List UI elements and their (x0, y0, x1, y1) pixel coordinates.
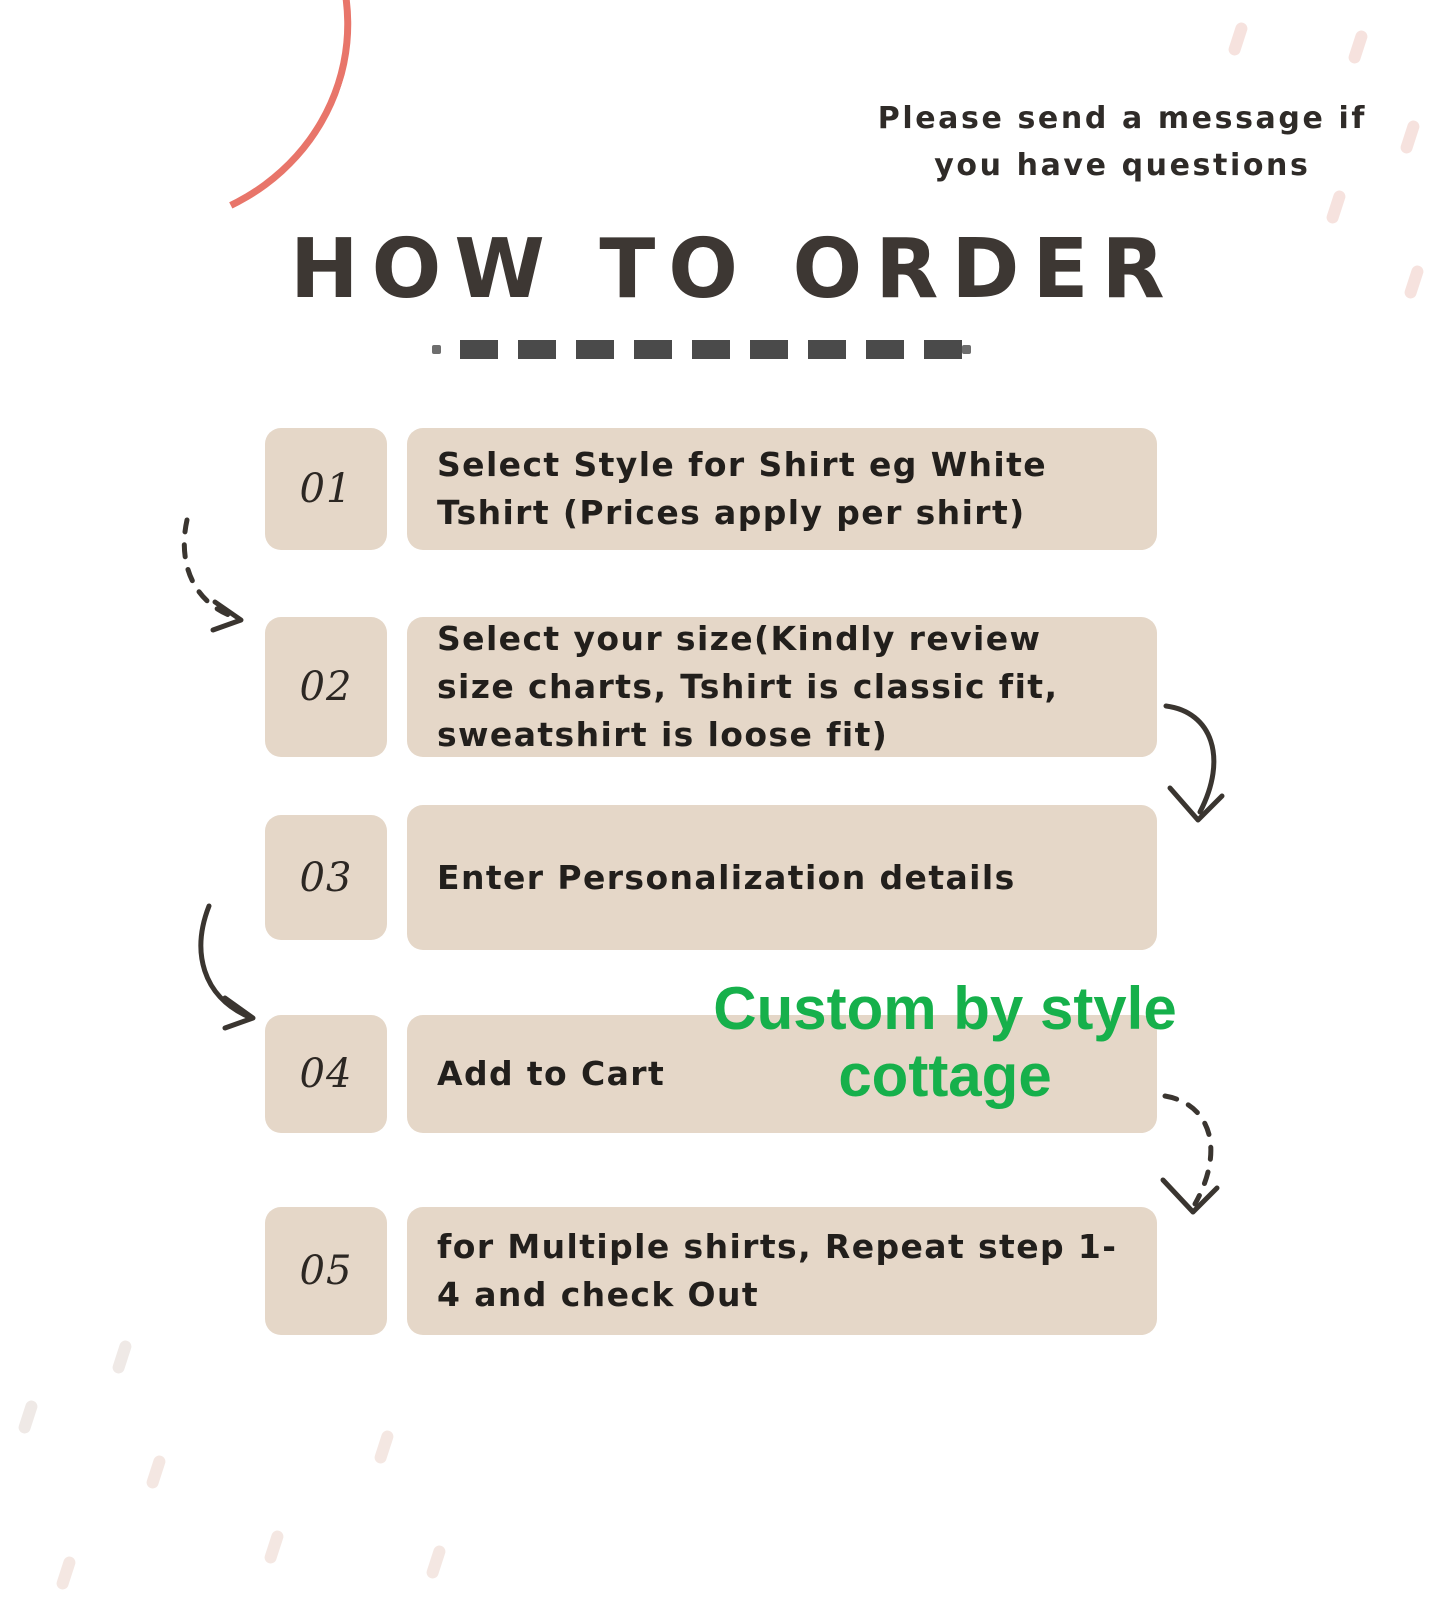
step-text: Add to Cart (407, 1015, 1157, 1133)
watermark-line-2: cottage (838, 1042, 1052, 1110)
decor-dash (55, 1555, 77, 1591)
decor-dash (425, 1544, 447, 1580)
watermark (660, 975, 1230, 1109)
step-item-03[interactable] (265, 815, 1157, 950)
decor-dash (17, 1399, 39, 1435)
decor-dash (373, 1429, 395, 1465)
decor-dash (263, 1529, 285, 1565)
decor-dash (145, 1454, 167, 1490)
decor-dash (1325, 189, 1347, 225)
decor-dash (1227, 21, 1249, 57)
decor-dash (1403, 264, 1425, 300)
step-number: 04 (265, 1015, 387, 1133)
step-text: for Multiple shirts, Repeat step 1-4 and check Out (407, 1207, 1157, 1335)
step-number: 02 (265, 617, 387, 757)
step-text: Enter Personalization details (407, 805, 1157, 950)
step-item-02[interactable] (265, 617, 1157, 757)
decor-dash (111, 1339, 133, 1375)
watermark-line-1: Custom by style (713, 975, 1177, 1042)
decor-dash (1399, 119, 1421, 155)
step-item-01[interactable] (265, 428, 1157, 550)
decor-dash (1347, 29, 1369, 65)
step-item-05[interactable] (265, 1207, 1157, 1335)
contact-note (878, 96, 1367, 189)
contact-note-line-1: Please send a message if (877, 101, 1367, 136)
step-number: 05 (265, 1207, 387, 1335)
arrow-step2-to-step3 (1150, 700, 1270, 840)
step-number: 03 (265, 815, 387, 940)
step-text: Select Style for Shirt eg White Tshirt (Prices apply per shirt) (407, 428, 1157, 550)
contact-note-line-2: you have questions (934, 147, 1311, 183)
step-number: 01 (265, 428, 387, 550)
page-title: HOW TO ORDER (290, 222, 1178, 317)
arrow-step4-to-step5 (1145, 1090, 1265, 1230)
step-text: Select your size(Kindly review size charts, Tshirt is classic fit, sweatshirt is loose fit) (407, 617, 1157, 757)
title-underline (432, 336, 972, 362)
